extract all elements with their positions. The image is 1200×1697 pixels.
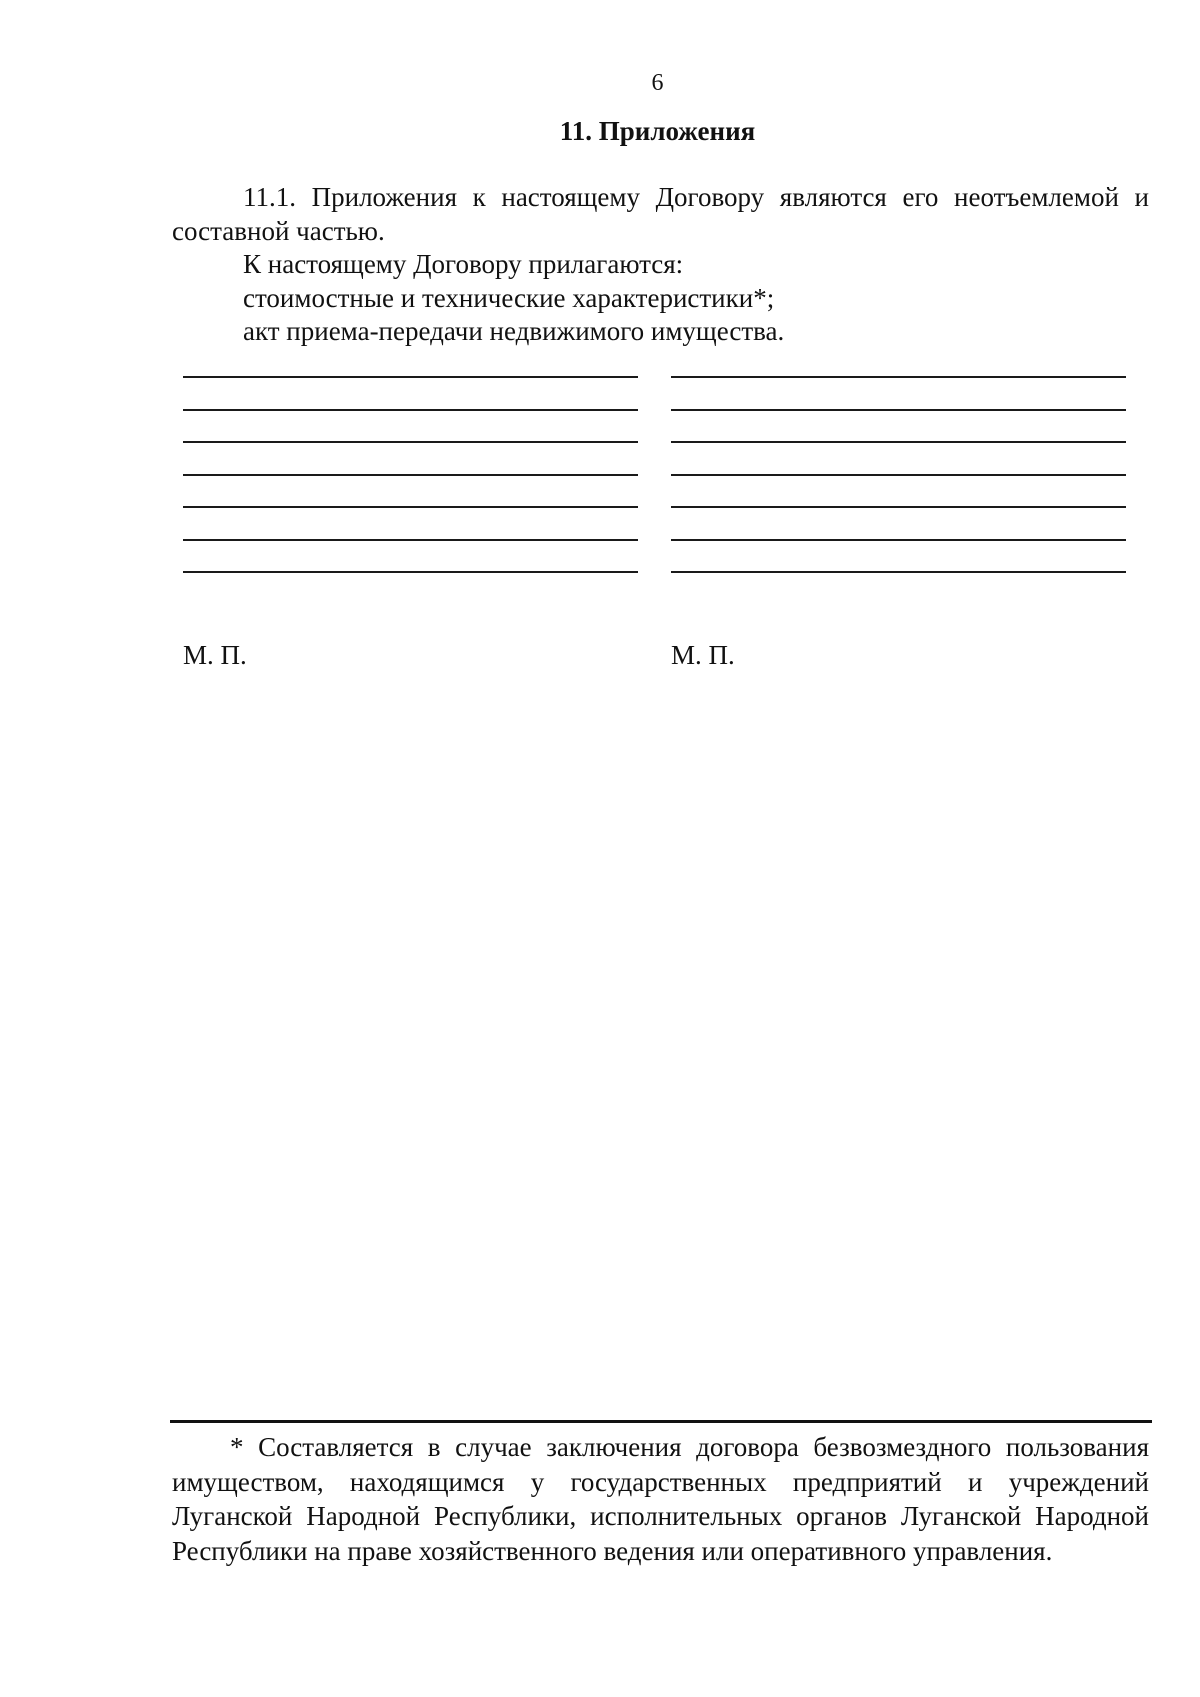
section-body — [172, 181, 1149, 349]
signature-line — [183, 409, 638, 411]
signature-block-right — [671, 376, 1126, 604]
footnote-separator — [170, 1420, 1152, 1423]
attachments-intro: К настоящему Договору прилагаются: — [243, 249, 684, 279]
signature-line — [671, 506, 1126, 508]
signature-line — [671, 441, 1126, 443]
section-heading: 11. Приложения — [559, 116, 756, 146]
footnote-text: * Составляется в случае заключения договора безвозмездного пользования имуществом, находящимся у государственных предприятий и учреждений Луганской Народной Республики, исполнительных органов Луганской Народной Республики на праве хозяйственного ведения или оперативного управления. — [172, 1432, 1149, 1566]
signature-line — [671, 376, 1126, 378]
signature-line — [671, 539, 1126, 541]
signature-line — [671, 571, 1126, 573]
signature-block-left — [183, 376, 638, 604]
signature-line — [671, 409, 1126, 411]
signature-line — [183, 571, 638, 573]
stamp-label-right: М. П. — [671, 640, 735, 670]
signature-line — [183, 539, 638, 541]
attachment-item-characteristics: стоимостные и технические характеристики*; — [243, 282, 775, 313]
signature-line — [671, 474, 1126, 476]
clause-11-1: 11.1. Приложения к настоящему Договору являются его неотъемлемой и составной частью. — [172, 182, 1149, 246]
signature-line — [183, 506, 638, 508]
page-number: 6 — [651, 70, 664, 96]
stamp-label-left: М. П. — [183, 640, 247, 670]
signature-line — [183, 474, 638, 476]
attachment-item-transfer-act: акт приема-передачи недвижимого имущества. — [243, 316, 785, 346]
signature-line — [183, 376, 638, 378]
signature-line — [183, 441, 638, 443]
